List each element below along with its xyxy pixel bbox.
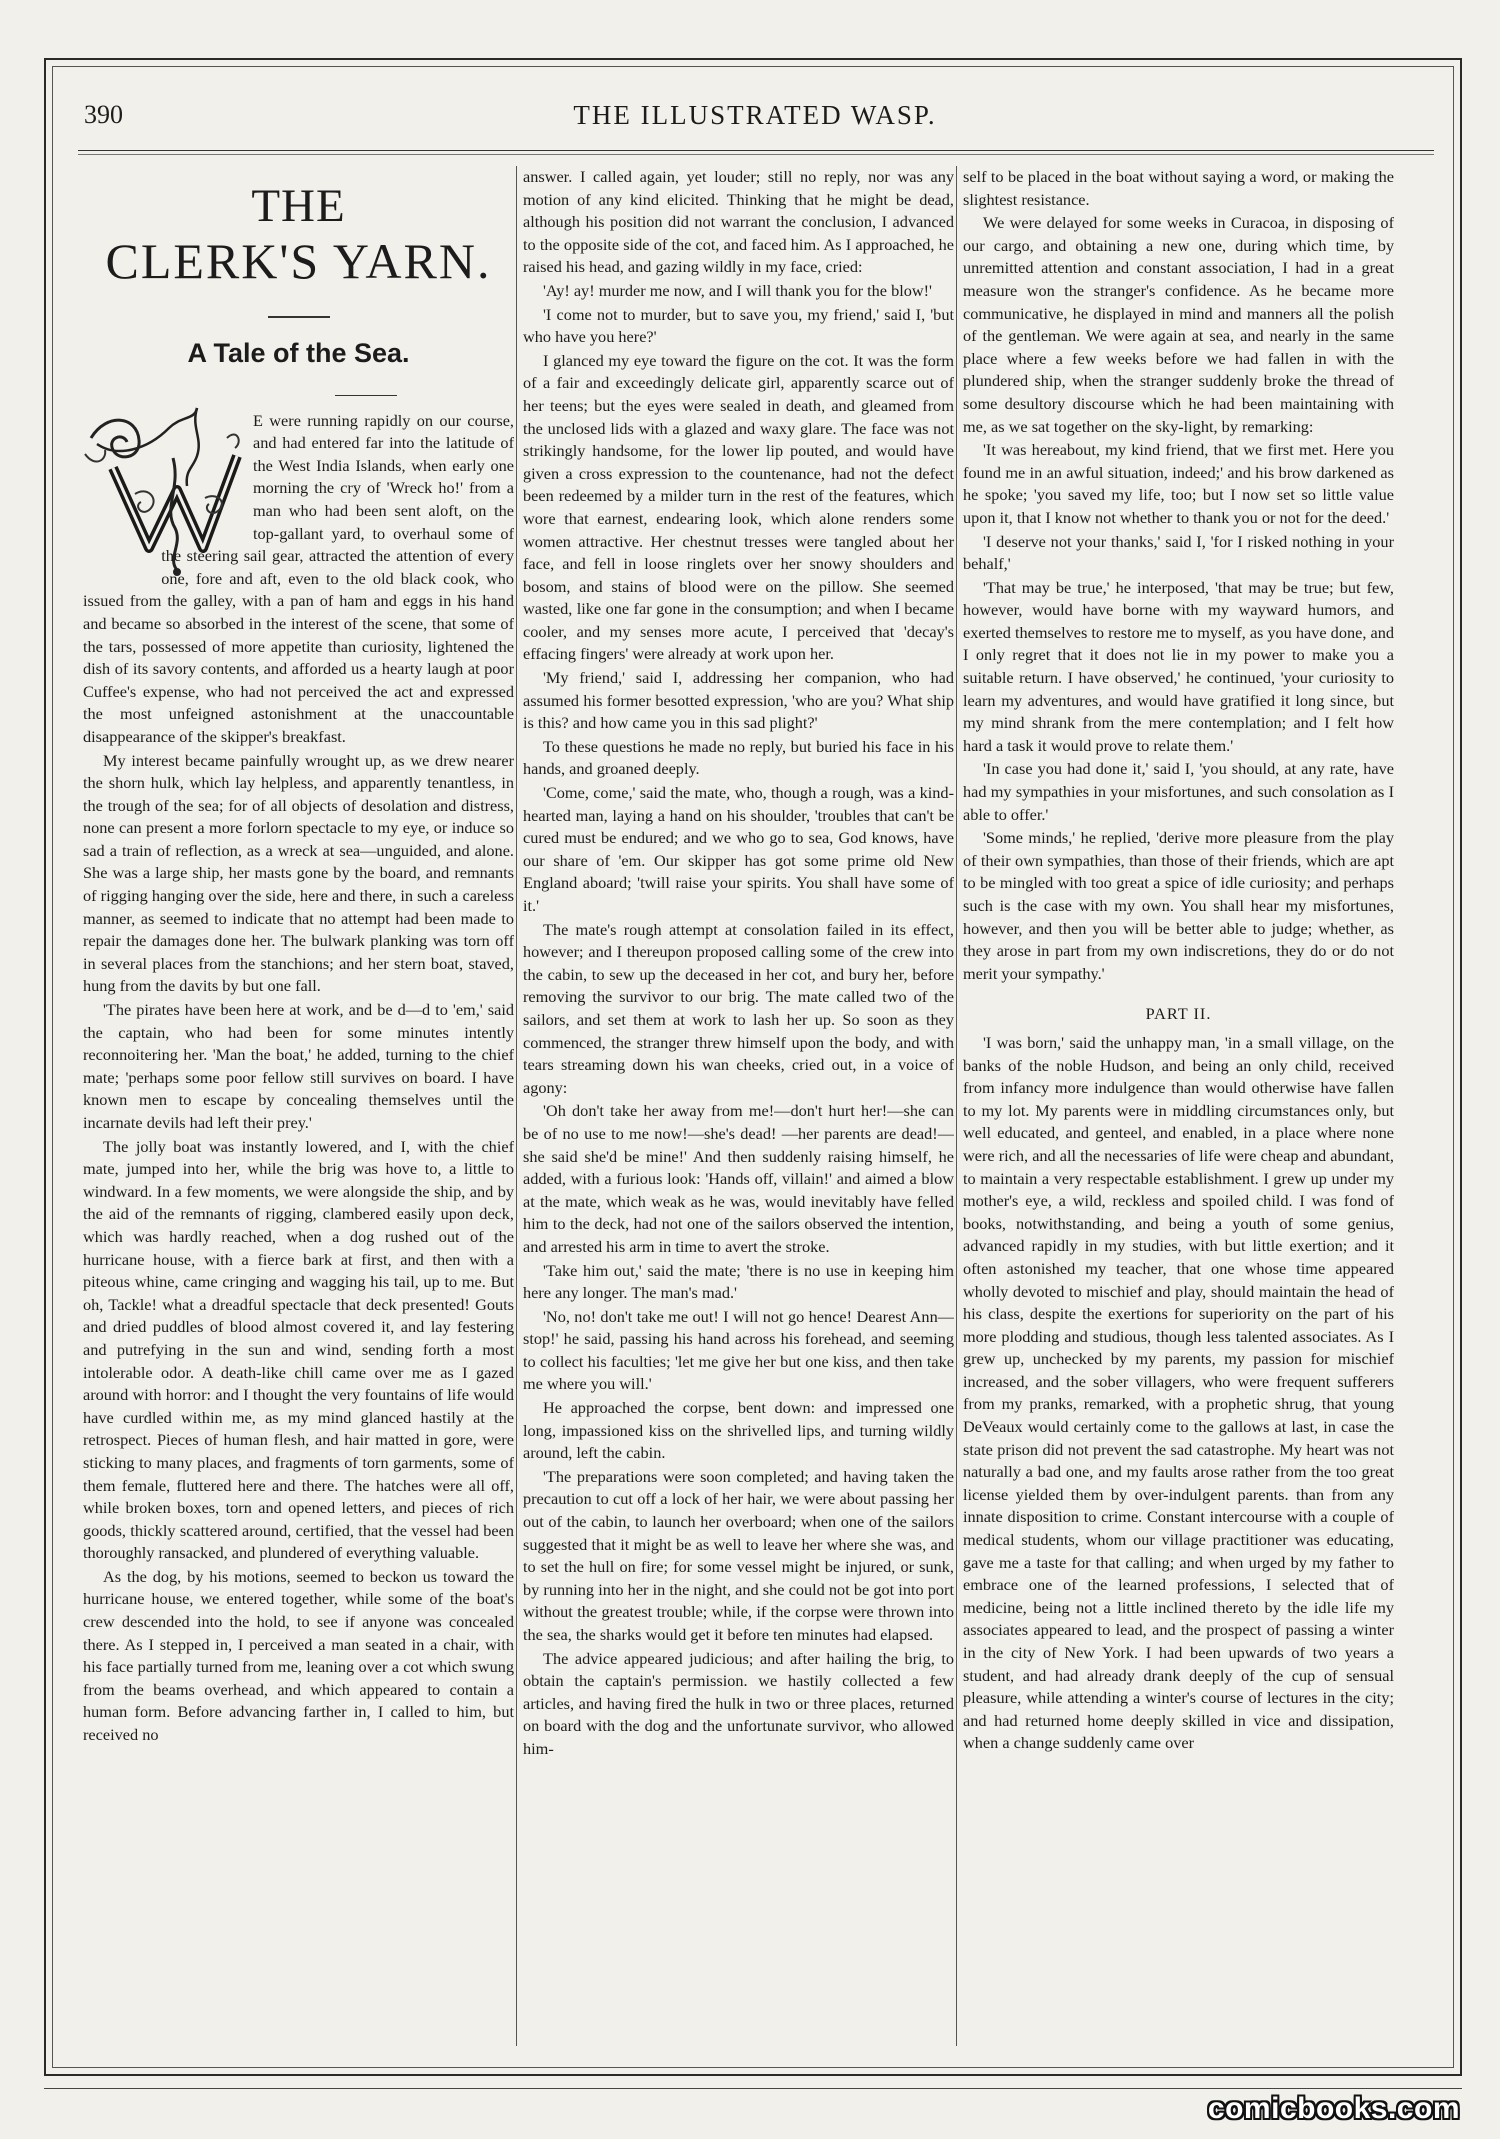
running-title: THE ILLUSTRATED WASP. [573, 100, 937, 130]
paragraph: 'I come not to murder, but to save you, my friend,' said I, 'but who have you here?' [523, 304, 954, 347]
column-1 [83, 166, 514, 1956]
page-header [80, 96, 1430, 136]
paragraph: 'That may be true,' he interposed, 'that may be true; but few, however, would have borne with my wayward humors, and exerted themselves to restore me to myself, as you have done, and I only regret that it does not lie in my power to make you a suitable return. I have observed,' he continued, 'your curiosity to learn my adventures, and would have gratified it long since, but my mind shrank from the mere contemplation; and I felt how hard a task it would prove to relate them.' [963, 577, 1394, 755]
paragraph: 'Take him out,' said the mate; 'there is no use in keeping him here any longer. The man's mad.' [523, 1260, 954, 1303]
paragraph: E were running rapidly on our course, and had entered far into the latitude of the West India Islands, when early one morning the cry of 'Wreck ho!' from a man who had been sent aloft, on the top-gallant yard, to overhaul some of the steering sail gear, attracted the attention of every one, fore and aft, even to the old black cook, who issued from the galley, with a pan of ham and eggs in his hand and became so absorbed in the interest of the scene, that some of the tars, possessed of more appetite than curiosity, lightened the dish of its savory contents, and afforded us a hearty laugh at poor Cuffee's expense, who had not perceived the act and expressed the most unfeigned astonishment at the unaccountable disappearance of the skipper's breakfast. [83, 410, 514, 746]
watermark-logo: comicbooks.com [1207, 2092, 1460, 2125]
paragraph: 'In case you had done it,' said I, 'you should, at any rate, have had my sympathies in your misfortunes, and such consolation as I able to offer.' [963, 759, 1394, 824]
story-title-line2: CLERK'S YARN. [105, 233, 492, 289]
story-title-line1: THE [251, 180, 346, 232]
paragraph: To these questions he made no reply, but buried his face in his hands, and groaned deeply. [523, 736, 954, 779]
column-divider [516, 166, 517, 2046]
paragraph: answer. I called again, yet louder; still no reply, nor was any motion of any kind elicited. Thinking that he might be dead, although his position did not warrant the conclusion, I advanced to the opposite side of the cot, and faced him. As I approached, he raised his head, and gazing wildly in my face, cried: [523, 167, 954, 277]
paragraph: My interest became painfully wrought up, as we drew nearer the shorn hulk, which lay helpless, and apparently tenantless, in the trough of the sea; for of all objects of desolation and distress, none can present a more forlorn spectacle to my eye, or induce so sad a train of reflection, as a wreck at sea—unguided, and alone. She was a large ship, her masts gone by the board, and remnants of rigging hanging over the side, here and there, in such a careless manner, as seemed to indicate that no attempt had been made to repair the damages done her. The bulwark planking was torn off in several places from the stanchions; and her stern boat, staved, hung from the davits by but one fall. [83, 750, 514, 996]
paragraph: 'I deserve not your thanks,' said I, 'for I risked nothing in your behalf,' [963, 531, 1394, 574]
story-subtitle: A Tale of the Sea. [187, 338, 410, 368]
paragraph: 'The preparations were soon completed; and having taken the precaution to cut off a lock of her hair, we were about passing her out of the cabin, to launch her overboard; when one of the sailors suggested that it might be as well to leave her where she was, and to set the hull on fire; for some vessel might be injured, or sunk, by running into her in the night, and she could not be got into port without the greatest trouble; while, if the corpse were thrown into the sea, the sharks would get it before ten minutes had elapsed. [523, 1466, 954, 1644]
paragraph: 'I was born,' said the unhappy man, 'in a small village, on the banks of the noble Hudson, and being an only child, received from infancy more indulgence than would otherwise have fallen to my lot. My parents were in middling circumstances only, but well educated, and genteel, and enabled, in a place where none were rich, and all the necessaries of life were cheap and abundant, to maintain a very respectable establishment. I grew up under my mother's eye, a wild, reckless and spoiled child. I was fond of books, notwithstanding, and being a youth of some genius, advanced rapidly in my studies, with but little exertion; and it often astonished my teacher, that one whose time appeared wholly devoted to mischief and play, should maintain the head of his class, despite the exertions for superiority on the part of his more plodding and studious, though less talented associates. As I grew up, unchecked by my parents, my passion for mischief increased, and the sober villagers, who were frequent sufferers from my pranks, remarked, with a prophetic shrug, that young DeVeaux would certainly come to the gallows at last, in case the state prison did not prevent the sad catastrophe. My heart was not naturally a bad one, and my faults arose rather from the too great license yielded them by over-indulgent parents. than from any innate disposition to crime. Constant intercourse with a couple of medical students, whom our village practitioner was educating, gave me a taste for that calling; and when urged by my father to embrace one of the learned professions, I selected that of medicine, being not a little inclined thereto by the idle life my associates appeared to lead, and the prospect of passing a winter in the city of New York. I had been upwards of two years a student, and had already drank deeply of the cup of sensual pleasure, while attending a winter's course of lectures in the city; and had returned home deeply skilled in vice and dissipation, when a change suddenly came over [963, 1032, 1394, 1753]
column-3-body-part2 [963, 1032, 1394, 1755]
paragraph: We were delayed for some weeks in Curacoa, in disposing of our cargo, and obtaining a new one, during which time, by unremitted attention and constant association, I had in a great measure won the stranger's confidence. As he became more communicative, he displayed in mind and manners all the polish of the gentleman. We were again at sea, and nearly in the same place where a few weeks before we had fallen in with the plundered ship, when the stranger suddenly broke the thread of some desultory discourse which he had been maintaining with me, as we sat together on the sky-light, by remarking: [963, 213, 1394, 436]
paragraph: As the dog, by his motions, seemed to beckon us toward the hurricane house, we entered together, while some of the boat's crew descended into the hold, to see if anyone was concealed there. As I stepped in, I perceived a man seated in a chair, with his face partially turned from me, leaning over a cot which swung from the beams overhead, and which appeared to contain a human form. Before advancing farther in, I called to him, but received no [83, 1566, 514, 1745]
paragraph: The advice appeared judicious; and after hailing the brig, to obtain the captain's permission. we hastily collected a few articles, and having fired the hulk in two or three places, returned on board with the dog and the unfortunate survivor, who allowed him- [523, 1648, 954, 1758]
paragraph: 'Ay! ay! murder me now, and I will thank you for the blow!' [543, 280, 932, 300]
column-1-body [83, 410, 514, 1747]
subtitle-rule [335, 395, 397, 396]
column-3-body-part1 [963, 166, 1394, 985]
paragraph: I glanced my eye toward the figure on the cot. It was the form of a fair and exceedingly delicate girl, apparently scarce out of her teens; but the eyes were sealed in death, and gleamed from the unclosed lids with a glazed and waxy glare. The face was not strikingly handsome, for the lower lip pouted, and would have given a cross expression to the countenance, had not the defect been redeemed by a milder turn in the rest of the features, which wore that earnest, endearing look, which alone renders some women attractive. Her chestnut tresses were tangled about her face, and fell in loose ringlets over her snowy shoulders and bosom, and stains of blood were on the pillow. She seemed wasted, like one far gone in the consumption; and when I became cooler, and my senses more acute, I perceived that 'decay's effacing fingers' were already at work upon her. [523, 350, 954, 664]
paragraph: 'Oh don't take her away from me!—don't hurt her!—she can be of no use to me now!—she's dead! —her parents are dead!—she said she'd be mine!' And then suddenly raising himself, he added, with a furious look: 'Hands off, villain!' and aimed a blow at the mate, which weak as he was, would inevitably have felled him to the deck, had not one of the sailors observed the intention, and arrested his arm in time to avert the stroke. [523, 1101, 954, 1256]
paragraph: 'Some minds,' he replied, 'derive more pleasure from the play of their own sympathies, than those of their friends, which are apt to be mingled with too great a spice of idle curiosity; and perhaps such is the case with my own. You shall hear my misfortunes, however, and then you will be better able to judge; whether, as they arose in part from my own indiscretions, they do or do not merit your sympathy.' [963, 828, 1394, 983]
title-rule [268, 316, 330, 318]
paragraph: 'The pirates have been here at work, and be d—d to 'em,' said the captain, who had been for some minutes intently reconnoitering her. 'Man the boat,' he added, turning to the chief mate; 'perhaps some poor fellow still survives on board. I have known men to escape by concealing themselves until the incarnate devils had left their prey.' [83, 1000, 514, 1132]
column-2 [523, 166, 954, 1956]
paragraph: 'Come, come,' said the mate, who, though a rough, was a kind-hearted man, laying a hand on his shoulder, 'troubles that can't be cured must be endured; and we who go to sea, God knows, have our share of 'em. Our skipper has got some prime old New England aboard; 'twill raise your spirits. You shall have some of it.' [523, 783, 954, 915]
column-divider [956, 166, 957, 2046]
column-3 [963, 166, 1394, 1956]
page-number: 390 [84, 100, 123, 129]
paragraph: The jolly boat was instantly lowered, and I, with the chief mate, jumped into her, while the brig was hove to, a little to windward. In a few moments, we were alongside the ship, and by the aid of the remnants of rigging, clambered easily upon deck, which was hardly reached, when a dog rushed out of the hurricane house, with a fierce bark at first, and then with a piteous whine, came cringing and wagging his tail, up to me. But oh, Tackle! what a dreadful spectacle that deck presented! Gouts and dried puddles of blood almost covered it, and lay festering and putrefying in the sun and wind, sending forth a most intolerable odor. A death-like chill came over me as I gazed around with horror: and I thought the very fountains of life would have curdled within me, as my mind glanced hastily at the retrospect. Pieces of human flesh, and hair matted in gore, were sticking to many places, and fragments of torn garments, some of them female, fluttered here and there. The hatches were all off, while broken boxes, torn and opened letters, and pieces of rich goods, thickly scattered around, certified, that the vessel had been thoroughly ransacked, and plundered of everything valuable. [83, 1136, 514, 1563]
paragraph: 'My friend,' said I, addressing her companion, who had assumed his former besotted expression, 'who are you? What ship is this? and how came you in this sad plight?' [523, 668, 954, 733]
paragraph: self to be placed in the boat without saying a word, or making the slightest resistance. [963, 167, 1394, 209]
part-heading: PART II. [1145, 1004, 1212, 1024]
paragraph: 'No, no! don't take me out! I will not go hence! Dearest Ann—stop!' he said, passing his hand across his forehead, and seeming to collect his faculties; 'let me give her but one kiss, and then take me where you will.' [523, 1306, 954, 1394]
header-rule-secondary [78, 154, 1434, 155]
header-rule [78, 150, 1434, 151]
paragraph: 'It was hereabout, my kind friend, that we first met. Here you found me in an awful situation, indeed;' and his brow darkened as he spoke; 'you saved my life, too; but I now set so little value upon it, that I know not whether to thank you or not for the deed.' [963, 440, 1394, 527]
column-2-body [523, 166, 954, 1761]
paragraph: He approached the corpse, bent down: and impressed one long, impassioned kiss on the shrivelled lips, and turning wildly around, left the cabin. [523, 1398, 954, 1463]
paragraph: The mate's rough attempt at consolation failed in its effect, however; and I thereupon proposed calling some of the crew into the cabin, to sew up the deceased in her cot, and bury her, before removing the survivor to our brig. The mate called two of the sailors, and set them at work to lash her up. So soon as they commenced, the stranger threw himself upon the body, and with tears streaming down his wan cheeks, cried out, in a voice of agony: [523, 919, 954, 1097]
